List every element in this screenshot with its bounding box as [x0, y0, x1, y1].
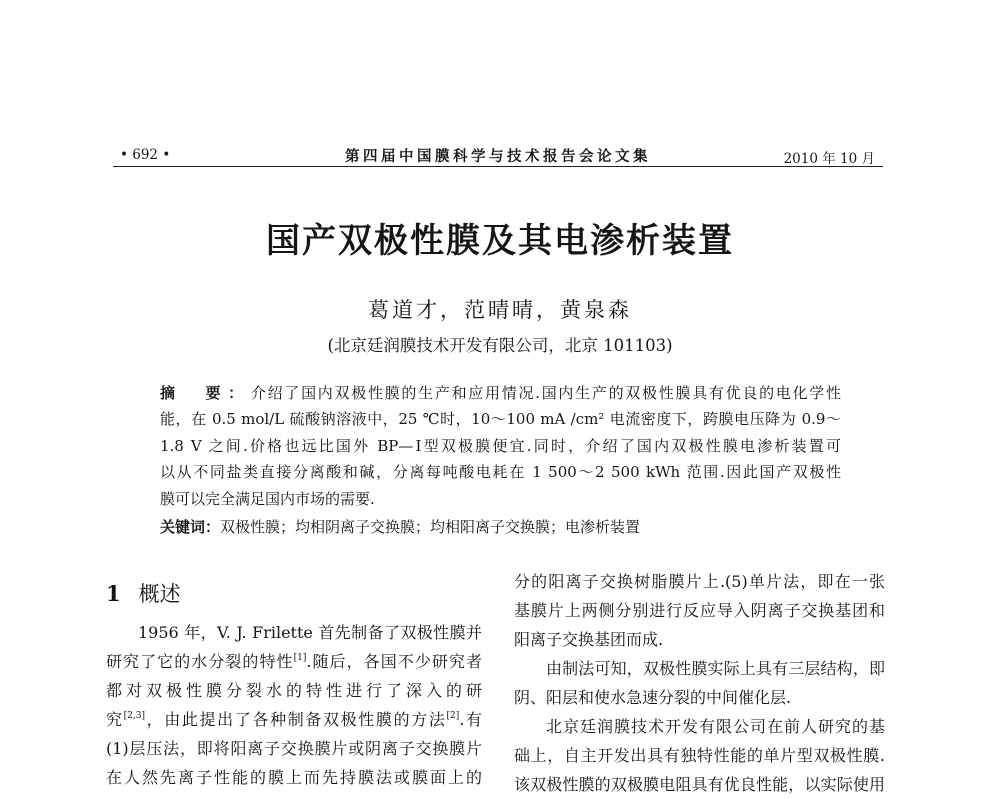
section-heading	[106, 578, 181, 608]
body-line: 北京廷润膜技术开发有限公司在前人研究的基	[546, 717, 885, 736]
keywords-label: 关键词：	[160, 518, 221, 536]
paper-authors: 葛道才，范晴晴，黄泉森	[368, 298, 632, 322]
abstract-line	[160, 380, 841, 406]
abstract-line: 以从不同盐类直接分离酸和碱，分离每吨酸电耗在 1 500～2 500 kWh 范围.因此国产双极性	[160, 463, 841, 482]
abstract-label: 摘 要：	[160, 384, 251, 402]
abstract-text: 介绍了国内双极性膜的生产和应用情况.国内生产的双极性膜具有优良的电化学性	[250, 384, 841, 402]
abstract-line: 能，在 0.5 mol/L 硫酸钠溶液中，25 ℃时，10～100 mA /cm² 电流密度下，跨膜电压降为 0.9～	[160, 410, 841, 429]
keywords-text: 双极性膜；均相阴离子交换膜；均相阳离子交换膜；电渗析装置	[220, 518, 641, 536]
body-line: 分的阳离子交换树脂膜片上.(5)单片法，即在一张	[514, 572, 885, 591]
page-number: • 692 •	[120, 147, 171, 163]
section-title: 概述	[138, 582, 181, 606]
abstract-line: 膜可以完全满足国内市场的需要.	[160, 489, 375, 508]
body-text: 究	[106, 710, 124, 729]
body-line	[106, 647, 482, 676]
header-rule	[113, 166, 883, 167]
body-line: 阴、阳层和使水急速分裂的中间催化层.	[514, 688, 792, 707]
body-line: 都对双极性膜分裂水的特性进行了深入的研	[106, 681, 482, 700]
body-text: ，由此提出了各种制备双极性膜的方法	[144, 710, 447, 729]
citation: [1]	[293, 653, 307, 663]
citation: [2,3]	[123, 711, 145, 721]
section-number: 1	[106, 581, 121, 606]
paper-title: 国产双极性膜及其电渗析装置	[266, 221, 734, 261]
keywords	[160, 515, 841, 539]
body-line: 基膜片上两侧分别进行反应导入阴离子交换基团和	[514, 601, 885, 620]
body-line: 阳离子交换基团而成.	[514, 630, 664, 649]
body-line: 在人然先离子性能的膜上而先持膜法或膜面上的	[106, 768, 482, 787]
right-column	[514, 567, 885, 799]
body-line: 1956 年，V. J. Frilette 首先制备了双极性膜并	[138, 623, 482, 642]
citation: [2]	[446, 711, 460, 721]
abstract-line: 1.8 V 之间.价格也远比国外 BP—Ⅰ型双极膜便宜.同时，介绍了国内双极性膜电渗析装置可	[160, 436, 841, 455]
body-text: .随后，各国不少研究者	[306, 652, 482, 671]
body-text: .有	[459, 710, 482, 729]
issue-date: 2010 年 10 月	[783, 151, 875, 167]
body-text: 研究了它的水分裂的特性	[106, 652, 294, 671]
body-line: (1)层压法，即将阳离子交换膜片或阴离子交换膜片	[106, 739, 482, 758]
journal-title: 第四届中国膜科学与技术报告会论文集	[345, 148, 651, 165]
abstract	[160, 380, 841, 512]
body-line	[106, 705, 482, 734]
left-column	[106, 618, 482, 792]
body-line: 该双极性膜的双极膜电阻具有优良性能，以实际使用	[514, 775, 885, 794]
body-line: 由制法可知，双极性膜实际上具有三层结构，即	[546, 659, 885, 678]
paper-affiliation: (北京廷润膜技术开发有限公司，北京 101103)	[327, 336, 673, 355]
body-line: 础上，自主开发出具有独特性能的单片型双极性膜.	[514, 746, 885, 765]
